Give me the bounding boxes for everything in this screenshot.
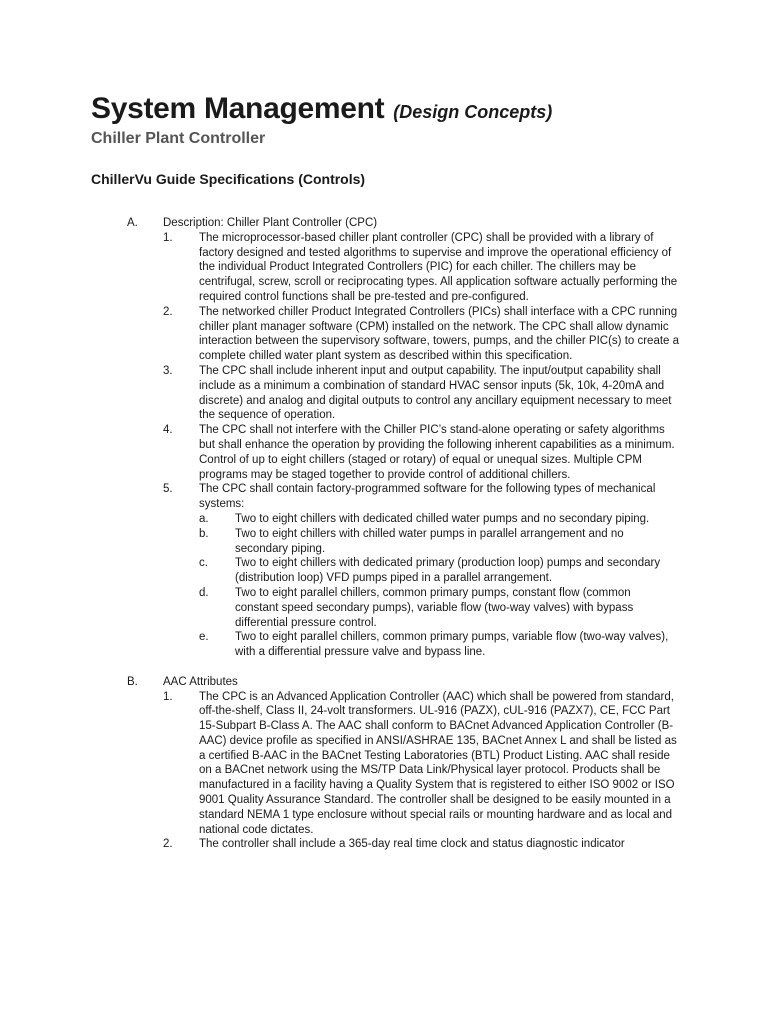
section-spacer — [0, 660, 768, 675]
subitem-marker: c. — [199, 557, 208, 570]
item-text: The networked chiller Product Integrated Controllers (PICs) shall interface with a CPC running chiller plant manager software (CPM) installed on the network. The CPC shall allow dynamic interaction between the supervisory software, towers, pumps, and the chiller PIC(s) to create a complete chilled water plant system as described within this specification. — [199, 305, 680, 363]
page-subtitle: Chiller Plant Controller — [91, 130, 266, 147]
title-main: System Management — [91, 92, 385, 125]
item-marker: 3. — [163, 364, 173, 377]
list-item — [0, 690, 768, 838]
item-text: The CPC shall not interfere with the Chiller PIC’s stand-alone operating or safety algorithms but shall enhance the operation by providing the following inherent capabilities as a minimum. Control of up to eight chillers (staged or rotary) of equal or unequal sizes. Multiple CPM programs may be staged together to provide control of additional chillers. — [199, 424, 675, 481]
section-heading: AAC Attributes — [163, 675, 238, 688]
sub-list-item — [0, 527, 768, 557]
subitem-text: Two to eight chillers with dedicated primary (production loop) pumps and secondary (distribution loop) VFD pumps piped in a parallel arrangement. — [235, 557, 661, 585]
list-item — [0, 364, 768, 423]
sub-list-item — [0, 512, 768, 527]
section-marker: A. — [127, 217, 138, 229]
item-text: The microprocessor-based chiller plant controller (CPC) shall be provided with a library of factory designed and tested algorithms to supervise and improve the operational efficiency of the individual Product Integrated Controllers (PIC) for each chiller. The chillers may be centrifugal, screw, scroll or reciprocating types. All application software actually performing the required control functions shall be pre-tested and pre-configured. — [199, 231, 678, 303]
item-marker: 4. — [163, 424, 173, 437]
subitem-text: Two to eight chillers with chilled water pumps in parallel arrangement and no secondary piping. — [235, 527, 624, 555]
section-b — [0, 675, 768, 690]
section-heading: Description: Chiller Plant Controller (CPC) — [163, 217, 378, 229]
section-a — [0, 216, 768, 231]
item-marker: 1. — [163, 231, 173, 244]
section-marker: B. — [127, 675, 138, 688]
sub-list-item — [0, 556, 768, 586]
title-suffix: (Design Concepts) — [393, 102, 553, 122]
subitem-marker: e. — [199, 631, 209, 644]
list-item — [0, 231, 768, 305]
subitem-marker: a. — [199, 512, 209, 525]
item-marker: 1. — [163, 690, 173, 703]
item-text: The CPC is an Advanced Application Controller (AAC) which shall be powered from standard, off-the-shelf, Class II, 24-volt transformers. UL-916 (PAZX), cUL-916 (PAZX7), CE, FCC Part 15-Subpart B-Class A. The AAC shall conform to BACnet Advanced Application Controller (B-AAC) device profile as specified in ANSI/ASHRAE 135, BACnet Annex L and shall be listed as a certified B-AAC in the BACnet Testing Laboratories (BTL) Product Listing. AAC shall reside on a BACnet network using the MS/TP Data Link/Physical layer protocol. Products shall be manufactured in a facility having a Quality System that is registered to either ISO 9002 or ISO 9001 Quality Assurance Standard. The controller shall be designed to be easily mounted in a standard NEMA 1 type enclosure without special rails or mounting hardware and as local and national code dictates. — [199, 690, 677, 836]
subitem-text: Two to eight parallel chillers, common primary pumps, variable flow (two-way valves), with a differential pressure valve and bypass line. — [235, 631, 669, 659]
guide-heading: ChillerVu Guide Specifications (Controls) — [91, 171, 366, 187]
list-item — [0, 837, 768, 852]
item-marker: 5. — [163, 483, 173, 496]
list-item — [0, 423, 768, 482]
item-text: The controller shall include a 365-day real time clock and status diagnostic indicator — [199, 838, 625, 851]
subitem-text: Two to eight parallel chillers, common primary pumps, constant flow (common constant speed secondary pumps), variable flow (two-way valves) with bypass differential pressure control. — [235, 586, 634, 629]
list-item — [0, 482, 768, 512]
sub-list-item — [0, 586, 768, 630]
sub-list-item — [0, 630, 768, 660]
item-marker: 2. — [163, 838, 173, 851]
list-item — [0, 305, 768, 364]
subitem-text: Two to eight chillers with dedicated chilled water pumps and no secondary piping. — [235, 512, 650, 525]
page-title — [91, 91, 552, 124]
spec-body — [0, 216, 768, 852]
item-text: The CPC shall include inherent input and output capability. The input/output capability shall include as a minimum a combination of standard HVAC sensor inputs (5k, 10k, 4-20mA and discrete) and analog and digital outputs to control any ancillary equipment necessary to meet the sequence of operation. — [199, 364, 672, 422]
subitem-marker: d. — [199, 586, 209, 599]
item-text: The CPC shall contain factory-programmed software for the following types of mechanical systems: — [199, 483, 656, 511]
subitem-marker: b. — [199, 527, 209, 540]
item-marker: 2. — [163, 305, 173, 318]
